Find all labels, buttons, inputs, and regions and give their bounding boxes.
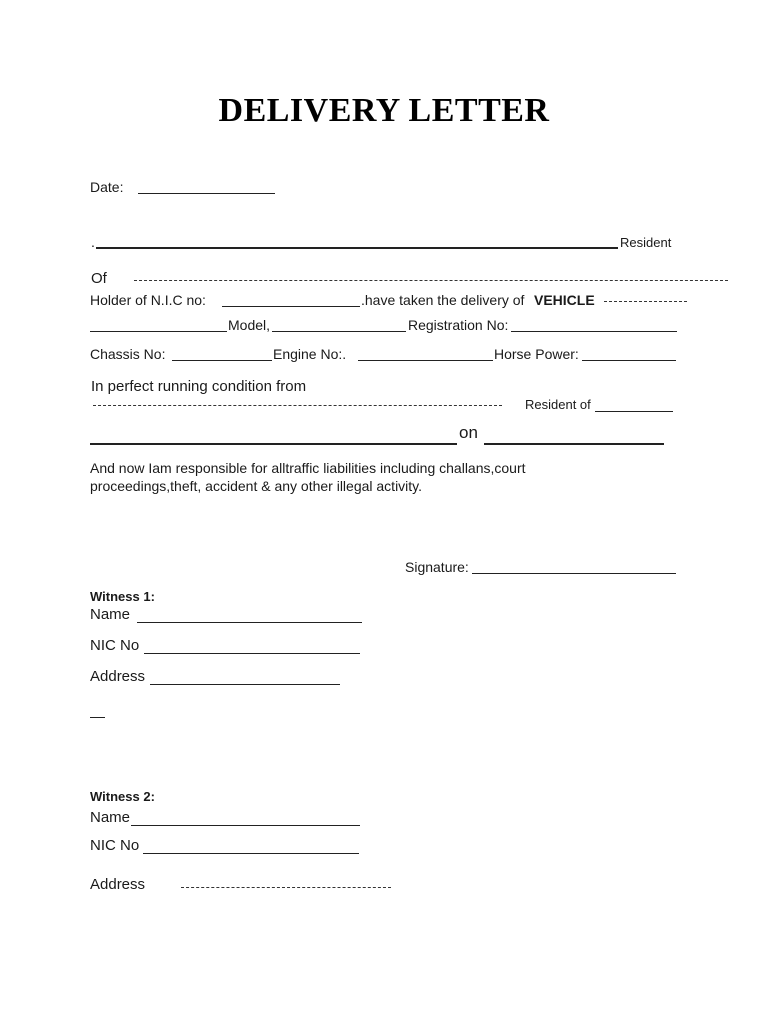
of-label: Of	[91, 270, 107, 287]
on-label: on	[459, 423, 478, 442]
leading-dot: .	[91, 234, 95, 250]
chassis-field[interactable]	[172, 360, 272, 361]
of-address-field[interactable]	[134, 280, 728, 281]
resident-of-label: Resident of	[525, 397, 591, 412]
holder-nic-field[interactable]	[222, 306, 360, 307]
responsibility-text-line-2: proceedings,theft, accident & any other illegal activity.	[90, 478, 423, 494]
witness-2-name-label: Name	[90, 809, 131, 826]
model-field[interactable]	[272, 331, 406, 332]
make-field[interactable]	[90, 331, 227, 332]
witness-1-nic-field[interactable]	[144, 653, 360, 654]
delivery-date-field[interactable]	[484, 443, 664, 445]
seller-address-field[interactable]	[90, 443, 457, 445]
engine-label: Engine No:.	[273, 346, 347, 362]
running-condition-text: In perfect running condition from	[91, 378, 307, 395]
horse-power-field[interactable]	[582, 360, 676, 361]
witness-2-nic-field[interactable]	[143, 853, 359, 854]
engine-field[interactable]	[358, 360, 493, 361]
date-field[interactable]	[138, 193, 275, 194]
resident-of-field[interactable]	[595, 411, 673, 412]
signature-label: Signature:	[405, 559, 469, 575]
resident-label: Resident	[620, 235, 672, 250]
registration-field[interactable]	[511, 331, 677, 332]
document-title: DELIVERY LETTER	[218, 92, 550, 129]
nic-holder-label: Holder of N.I.C no:	[90, 292, 206, 308]
witness-1-address-label: Address	[90, 668, 146, 685]
witness-1-address-field-2[interactable]	[90, 717, 105, 718]
vehicle-label: VEHICLE	[534, 292, 595, 308]
seller-name-field[interactable]	[93, 405, 502, 406]
witness-2-nic-label: NIC No	[90, 837, 140, 854]
witness-1-name-field[interactable]	[137, 622, 362, 623]
witness-1-name-label: Name	[90, 606, 131, 623]
registration-label: Registration No:	[408, 317, 509, 333]
vehicle-field[interactable]	[604, 301, 687, 302]
chassis-label: Chassis No:	[90, 346, 166, 362]
witness-1-heading: Witness 1:	[90, 589, 155, 604]
horse-power-label: Horse Power:	[494, 346, 579, 362]
witness-2-address-label: Address	[90, 876, 146, 893]
witness-2-heading: Witness 2:	[90, 789, 155, 804]
resident-name-field[interactable]	[96, 247, 618, 249]
witness-2-address-field[interactable]	[181, 887, 391, 888]
witness-2-name-field[interactable]	[131, 825, 360, 826]
model-label: Model,	[228, 317, 271, 333]
witness-1-nic-label: NIC No	[90, 637, 140, 654]
signature-field[interactable]	[472, 573, 676, 574]
date-label: Date:	[90, 179, 124, 195]
taken-delivery-text: .have taken the delivery of	[361, 292, 525, 308]
witness-1-address-field[interactable]	[150, 684, 340, 685]
responsibility-text-line-1: And now Iam responsible for alltraffic liabilities including challans,court	[90, 460, 526, 476]
